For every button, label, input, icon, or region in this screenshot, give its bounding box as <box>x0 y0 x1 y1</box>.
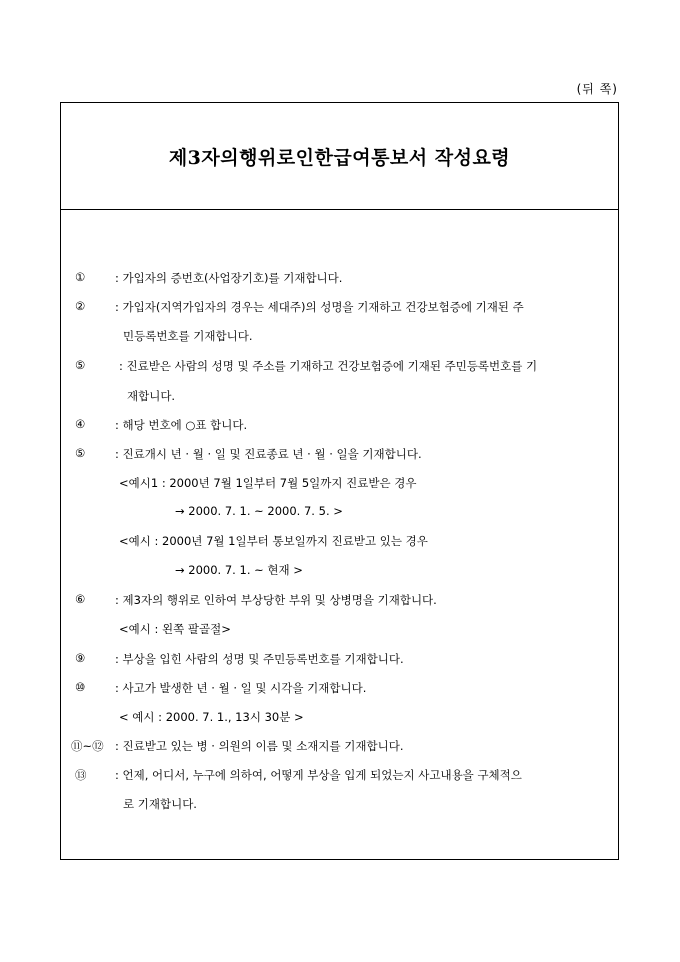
item-3-continuation: 재합니다. <box>127 389 176 403</box>
item-10-example: < 예시 : 2000. 7. 1., 13시 30분 > <box>119 710 304 724</box>
item-3-marker: ⑤ <box>75 358 86 372</box>
item-9-marker: ⑨ <box>75 651 86 665</box>
item-1-text: : 가입자의 증번호(사업장기호)를 기재합니다. <box>115 271 343 285</box>
item-11-12-marker: ⑪~⑫ <box>71 739 104 753</box>
item-6-text: : 제3자의 행위로 인하여 부상당한 부위 및 상병명을 기재합니다. <box>115 593 437 607</box>
item-10-text: : 사고가 발생한 년 · 월 · 일 및 시각을 기재합니다. <box>115 681 367 695</box>
item-5-marker: ⑤ <box>75 446 86 460</box>
document-title: 제3자의행위로인한급여통보서 작성요령 <box>168 146 511 169</box>
title-box <box>61 103 618 210</box>
item-13-marker: ⑬ <box>75 768 87 782</box>
item-1-marker: ① <box>75 270 86 284</box>
item-6-marker: ⑥ <box>75 592 86 606</box>
item-13-text: : 언제, 어디서, 누구에 의하여, 어떻게 부상을 입게 되었는지 사고내용을 구체적으 <box>115 768 522 782</box>
item-4-marker: ④ <box>75 417 86 431</box>
page-side-label: (뒤 쪽) <box>576 82 618 96</box>
item-11-12-text: : 진료받고 있는 병 · 의원의 이름 및 소재지를 기재합니다. <box>115 739 404 753</box>
item-5-example-2-range: → 2000. 7. 1. ~ 현재 > <box>175 563 303 577</box>
item-5-example-1-range: → 2000. 7. 1. ~ 2000. 7. 5. > <box>175 504 343 518</box>
item-6-example: <예시 : 왼쪽 팔골절> <box>119 622 231 636</box>
item-13-continuation: 로 기재합니다. <box>123 797 197 811</box>
item-5-example-1: <예시1 : 2000년 7월 1일부터 7월 5일까지 진료받은 경우 <box>119 476 417 490</box>
item-2-marker: ② <box>75 299 86 313</box>
item-2-text: : 가입자(지역가입자의 경우는 세대주)의 성명을 기재하고 건강보험증에 기재된 주 <box>115 300 524 314</box>
item-2-continuation: 민등록번호를 기재합니다. <box>123 329 253 343</box>
item-3-text: : 진료받은 사람의 성명 및 주소를 기재하고 건강보험증에 기재된 주민등록번호를 기 <box>119 359 538 373</box>
item-10-marker: ⑩ <box>75 680 86 694</box>
instruction-frame <box>60 102 619 860</box>
item-4-text: : 해당 번호에 ○표 합니다. <box>115 418 248 432</box>
item-9-text: : 부상을 입힌 사람의 성명 및 주민등록번호를 기재합니다. <box>115 652 404 666</box>
item-5-text: : 진료개시 년 · 월 · 일 및 진료종료 년 · 월 · 일을 기재합니다. <box>115 447 422 461</box>
item-5-example-2: <예시 : 2000년 7월 1일부터 통보일까지 진료받고 있는 경우 <box>119 534 428 548</box>
